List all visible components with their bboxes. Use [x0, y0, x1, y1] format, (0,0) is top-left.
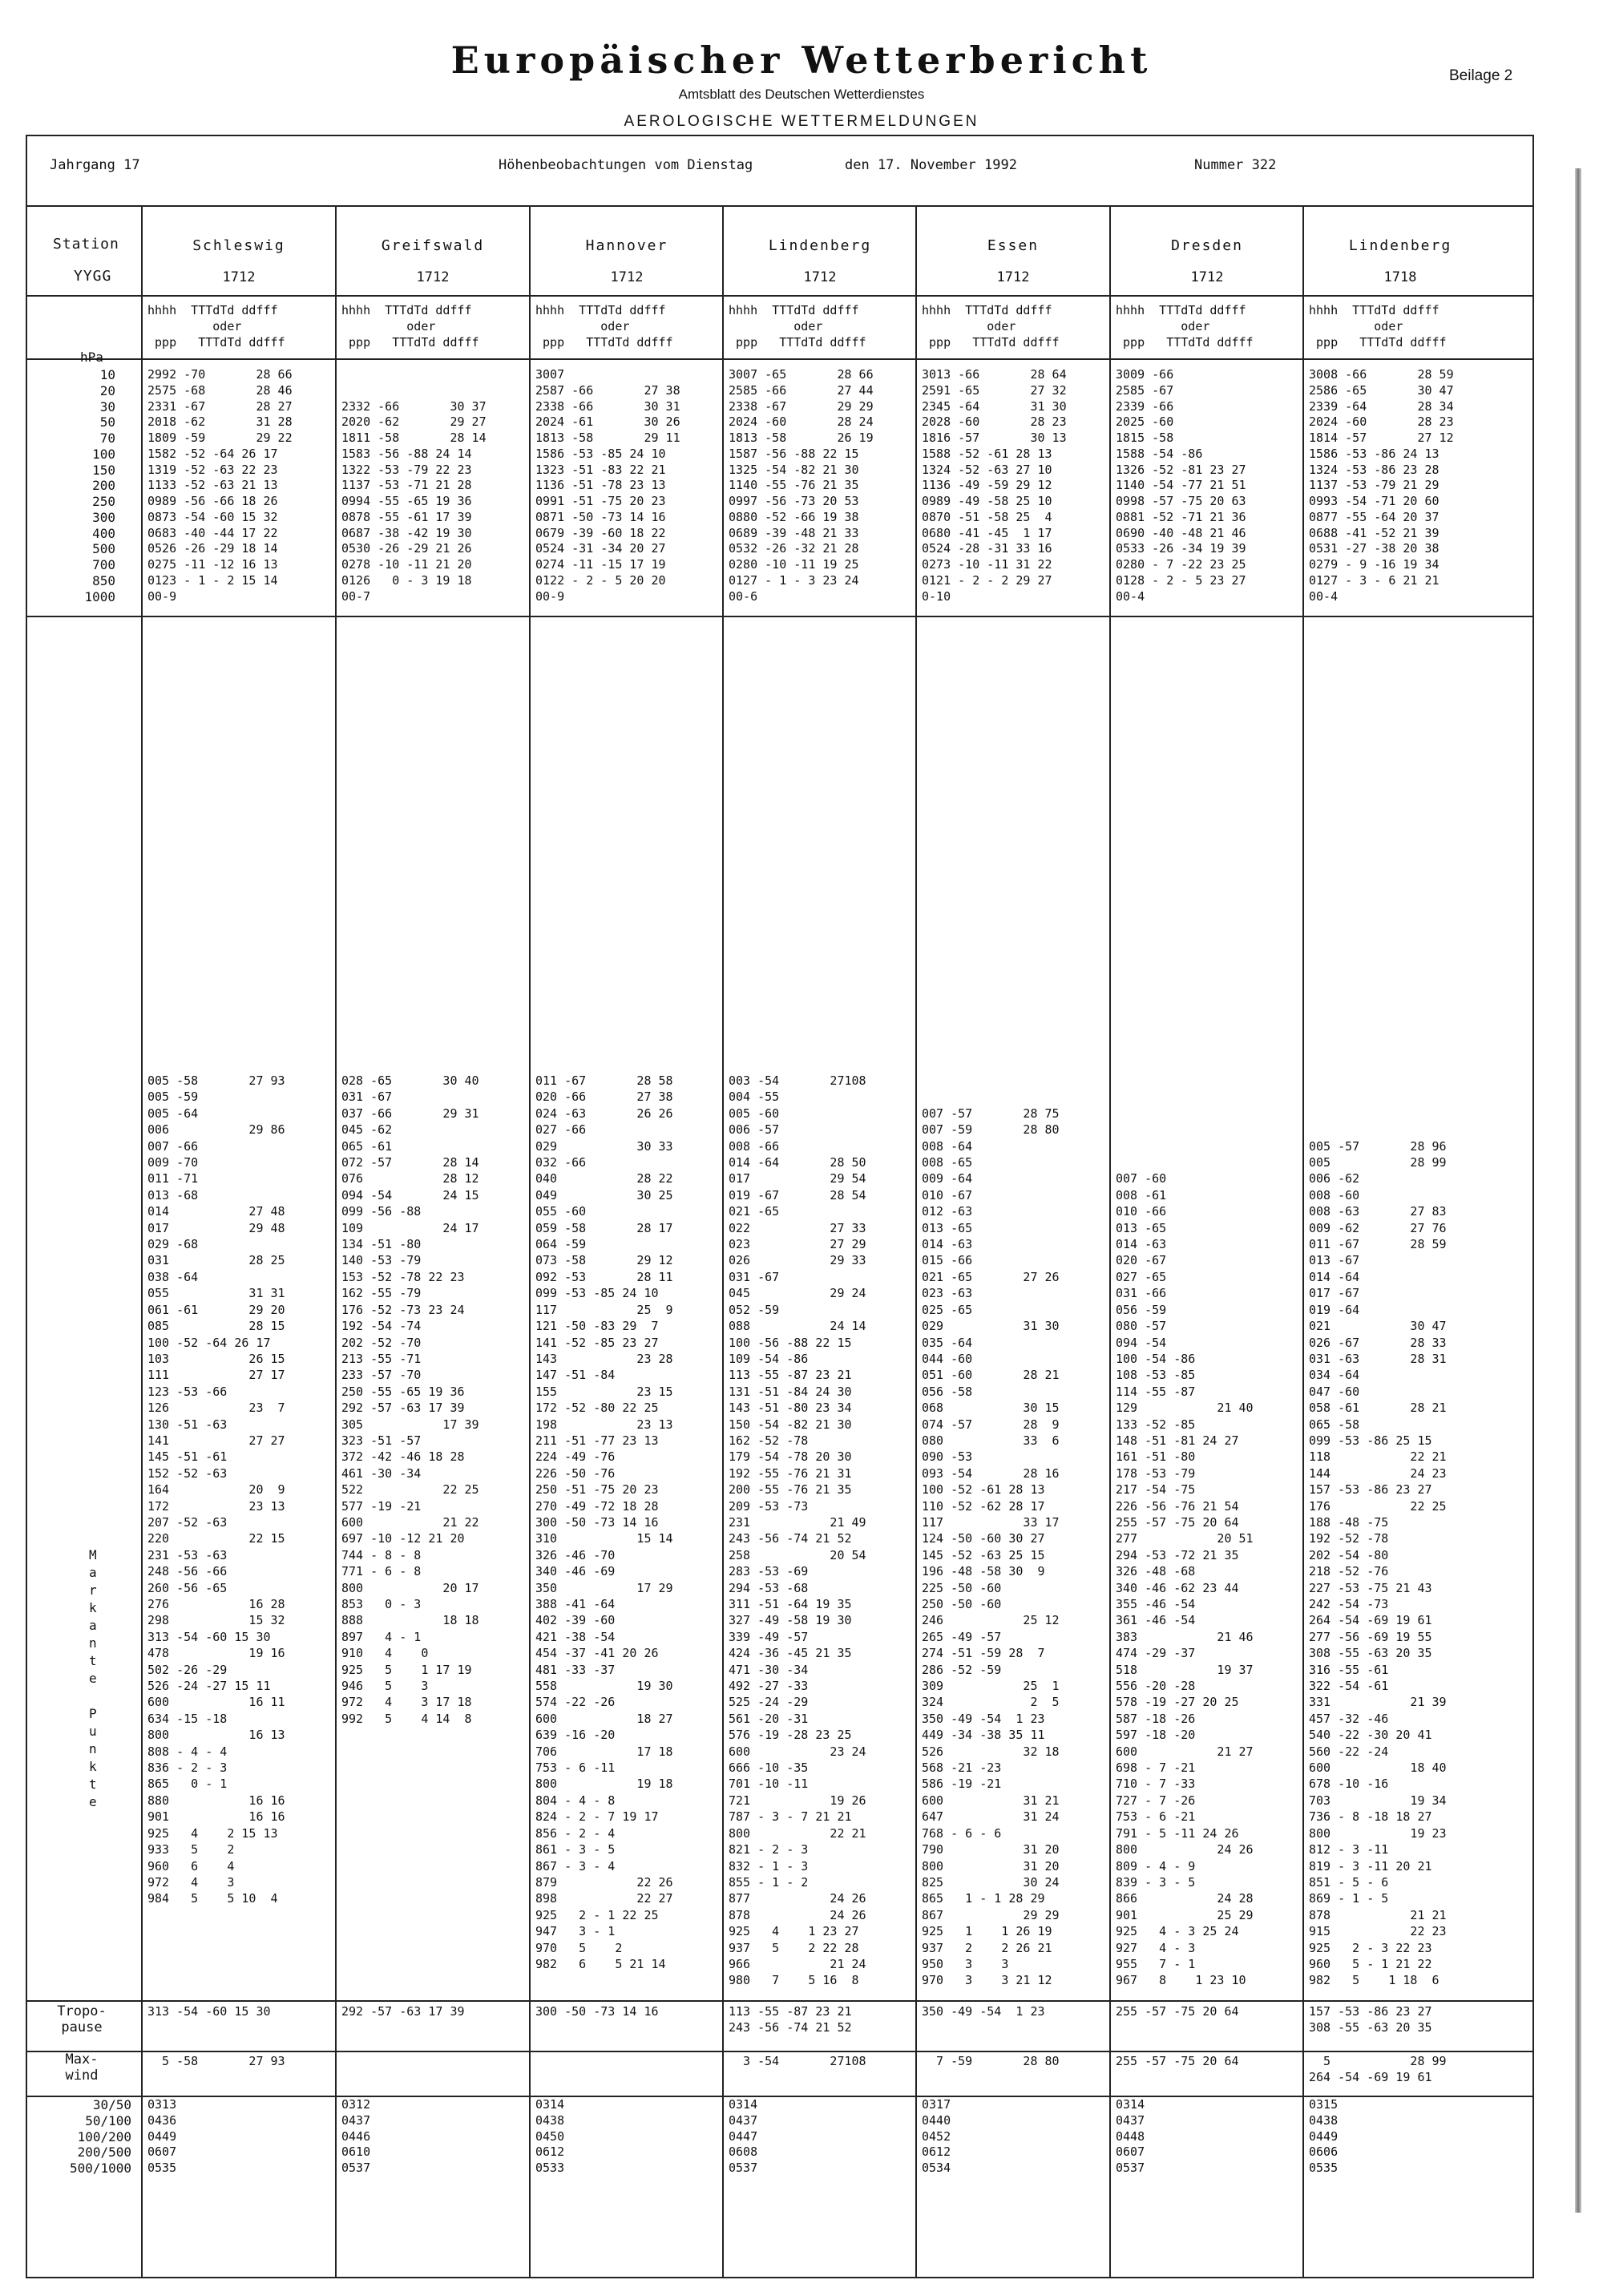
vertical-letter: u [89, 1724, 97, 1739]
station-yygg: 1712 [803, 269, 837, 285]
vertical-letter: e [89, 1794, 97, 1809]
col-rule-5 [915, 205, 917, 2278]
vertical-letter: n [89, 1635, 97, 1651]
shear-data: 0314 0438 0450 0612 0533 [535, 2097, 565, 2175]
tropopause-data: 255 -57 -75 20 64 [1116, 2004, 1239, 2019]
vertical-letter: a [89, 1565, 97, 1580]
vertical-letter: r [89, 1583, 97, 1598]
station-yygg: 1712 [222, 269, 256, 285]
significant-levels: 011 -67 28 58 020 -66 27 38 024 -63 26 26 027 -66 029 30 33 032 -66 040 28 22 049 30 25 055 -60 059 -58 28 17 064 -59 073 -58 29 12 092 -53 28 11 099 -53 -85 24 10 117 25 9 121 -50 -83 29 7 141 -52 -85 23 27 143 23 28 147 -51 -84 155 23 15 172 -52 -80 22 25 198 23 13 211 -51 -77 23 13 224 -49 -76 226 -50 -76 250 -51 -75 20 23 270 -49 -72 18 28 300 -50 -73 14 16 310 15 14 326 -46 -70 340 -46 -69 350 17 29 388 -41 -64 402 -39 -60 421 -38 -54 454 -37 -41 20 26 481 -33 -37 558 19 30 574 -22 -26 600 18 27 639 -16 -20 706 17 18 753 - 6 -11 800 19 18 804 - 4 - 8 824 - 2 - 7 19 17 856 - 2 - 4 861 - 3 - 5 867 - 3 - 4 879 22 26 898 22 27 925 2 - 1 22 25 947 3 - 1 970 5 2 982 6 5 21 14 [535, 1073, 673, 1971]
vertical-letter: k [89, 1600, 97, 1615]
tropopause-data: 350 -49 -54 1 23 [922, 2004, 1045, 2019]
station-name: Hannover [585, 237, 668, 254]
shear-data: 0312 0437 0446 0610 0537 [341, 2097, 371, 2175]
shear-data: 0315 0438 0449 0606 0535 [1309, 2097, 1339, 2175]
vertical-letter: n [89, 1741, 97, 1756]
column-header: hhhh TTTdTd ddfff oder ppp TTTdTd ddfff [1116, 303, 1254, 350]
rule-colhead [26, 358, 1534, 360]
significant-levels: 007 -57 28 75 007 -59 28 80 008 -64 008 -65 009 -64 010 -67 012 -63 013 -65 014 -63 015 -66 021 -65 27 26 023 -63 025 -65 029 31 30 035 -64 044 -60 051 -60 28 21 056 -58 068 30 15 074 -57 28 9 080 33 6 090 -53 093 -54 28 16 100 -52 -61 28 13 110 -52 -62 28 17 117 33 17 124 -50 -60 30 27 145 -52 -63 25 15 196 -48 -58 30 9 225 -50 -60 250 -50 -60 246 25 12 265 -49 -57 274 -51 -59 28 7 286 -52 -59 309 25 1 324 2 5 350 -49 -54 1 23 449 -34 -38 35 11 526 32 18 568 -21 -23 586 -19 -21 600 31 21 647 31 24 768 - 6 - 6 790 31 20 800 31 20 825 30 24 865 1 - 1 28 29 867 29 29 925 1 1 26 19 937 2 2 26 21 950 3 3 970 3 3 21 12 [922, 1106, 1060, 1988]
col-rule-4 [722, 205, 724, 2278]
station-yygg: 1712 [996, 269, 1030, 285]
rule-sig [26, 2000, 1534, 2002]
shear-levels: 30/50 50/100 100/200 200/500 500/1000 [69, 2097, 131, 2176]
beilage-label: Beilage 2 [1449, 67, 1513, 84]
station-yygg: 1712 [416, 269, 450, 285]
col-rule-3 [529, 205, 531, 2278]
station-label: Station [53, 236, 119, 253]
maxwind-data: 7 -59 28 80 [922, 2054, 1060, 2068]
report-date: den 17. November 1992 [845, 157, 1017, 173]
shear-data: 0313 0436 0449 0607 0535 [147, 2097, 177, 2175]
station-name: Greifswald [381, 237, 485, 254]
vertical-letter: a [89, 1618, 97, 1633]
vertical-letter: t [89, 1777, 97, 1792]
observation-label: Höhenbeobachtungen vom Dienstag [499, 157, 753, 173]
column-header: hhhh TTTdTd ddfff oder ppp TTTdTd ddfff [341, 303, 479, 350]
shear-data: 0314 0437 0448 0607 0537 [1116, 2097, 1145, 2175]
scan-edge [1575, 168, 1581, 2213]
standard-levels: 3009 -66 2585 -67 2339 -66 2025 -60 1815 -58 1588 -54 -86 1326 -52 -81 23 27 1140 -54 -77 21 51 0998 -57 -75 20 63 0881 -52 -71 21 36 0690 -40 -48 21 46 0533 -26 -34 19 39 0280 - 7 -22 23 25 0128 - 2 - 5 23 27 00-4 [1116, 367, 1246, 604]
station-yygg: 1718 [1383, 269, 1417, 285]
shear-data: 0314 0437 0447 0608 0537 [729, 2097, 758, 2175]
col-rule-2 [335, 205, 337, 2278]
column-header: hhhh TTTdTd ddfff oder ppp TTTdTd ddfff [147, 303, 285, 350]
rule-std [26, 616, 1534, 617]
tropopause-data: 300 -50 -73 14 16 [535, 2004, 659, 2019]
report-subtitle: Amtsblatt des Deutschen Wetterdienstes [678, 87, 925, 102]
tropopause-data: 113 -55 -87 23 21 243 -56 -74 21 52 [729, 2004, 852, 2035]
pressure-levels: 10 20 30 50 70 100 150 200 250 300 400 500 700 850 1000 [84, 367, 115, 604]
tropopause-label: Tropo- pause [57, 2003, 107, 2035]
tropopause-data: 157 -53 -86 23 27 308 -55 -63 20 35 [1309, 2004, 1432, 2035]
significant-levels: 028 -65 30 40 031 -67 037 -66 29 31 045 -62 065 -61 072 -57 28 14 076 28 12 094 -54 24 15 099 -56 -88 109 24 17 134 -51 -80 140 -53 -79 153 -52 -78 22 23 162 -55 -79 176 -52 -73 23 24 192 -54 -74 202 -52 -70 213 -55 -71 233 -57 -70 250 -55 -65 19 36 292 -57 -63 17 39 305 17 39 323 -51 -57 372 -42 -46 18 28 461 -30 -34 522 22 25 577 -19 -21 600 21 22 697 -10 -12 21 20 744 - 8 - 8 771 - 6 - 8 800 20 17 853 0 - 3 888 18 18 897 4 - 1 910 4 0 925 5 1 17 19 946 5 3 972 4 3 17 18 992 5 4 14 8 [341, 1073, 479, 1726]
rule-maxwind [26, 2096, 1534, 2097]
station-name: Schleswig [192, 237, 285, 254]
maxwind-data: 255 -57 -75 20 64 [1116, 2054, 1239, 2068]
report-title: Europäischer Wetterbericht [450, 38, 1153, 82]
report-number: Nummer 322 [1194, 157, 1277, 173]
hpa-label: hPa [80, 350, 103, 365]
shear-data: 0317 0440 0452 0612 0534 [922, 2097, 951, 2175]
station-name: Essen [987, 237, 1040, 254]
section-title: AEROLOGISCHE WETTERMELDUNGEN [624, 113, 979, 130]
maxwind-data: 3 -54 27108 [729, 2054, 866, 2068]
standard-levels: 2992 -70 28 66 2575 -68 28 46 2331 -67 28 27 2018 -62 31 28 1809 -59 29 22 1582 -52 -64 26 17 1319 -52 -63 22 23 1133 -52 -63 21 13 0989 -56 -66 18 26 0873 -54 -60 15 32 0683 -40 -44 17 22 0526 -26 -29 18 14 0275 -11 -12 16 13 0123 - 1 - 2 15 14 00-9 [147, 367, 293, 604]
jahrgang: Jahrgang 17 [50, 157, 140, 173]
rule-header [26, 205, 1534, 207]
column-header: hhhh TTTdTd ddfff oder ppp TTTdTd ddfff [922, 303, 1060, 350]
station-name: Lindenberg [768, 237, 872, 254]
maxwind-data: 5 -58 27 93 [147, 2054, 285, 2068]
rule-tropo [26, 2051, 1534, 2052]
standard-levels: 3007 2587 -66 27 38 2338 -66 30 31 2024 -61 30 26 1813 -58 29 11 1586 -53 -85 24 10 1323 -51 -83 22 21 1136 -51 -78 23 13 0991 -51 -75 20 23 0871 -50 -73 14 16 0679 -39 -60 18 22 0524 -31 -34 20 27 0274 -11 -15 17 19 0122 - 2 - 5 20 20 00-9 [535, 367, 680, 604]
tropopause-data: 292 -57 -63 17 39 [341, 2004, 465, 2019]
vertical-letter: t [89, 1653, 97, 1668]
vertical-letter: k [89, 1759, 97, 1774]
vertical-letter: e [89, 1671, 97, 1686]
column-header: hhhh TTTdTd ddfff oder ppp TTTdTd ddfff [729, 303, 866, 350]
vertical-letter: P [89, 1706, 97, 1721]
rule-station [26, 295, 1534, 297]
station-name: Lindenberg [1348, 237, 1452, 254]
tropopause-data: 313 -54 -60 15 30 [147, 2004, 271, 2019]
col-rule-1 [141, 205, 143, 2278]
significant-levels: 005 -58 27 93 005 -59 005 -64 006 29 86 007 -66 009 -70 011 -71 013 -68 014 27 48 017 29 48 029 -68 031 28 25 038 -64 055 31 31 061 -61 29 20 085 28 15 100 -52 -64 26 17 103 26 15 111 27 17 123 -53 -66 126 23 7 130 -51 -63 141 27 27 145 -51 -61 152 -52 -63 164 20 9 172 23 13 207 -52 -63 220 22 15 231 -53 -63 248 -56 -66 260 -56 -65 276 16 28 298 15 32 313 -54 -60 15 30 478 19 16 502 -26 -29 526 -24 -27 15 11 600 16 11 634 -15 -18 800 16 13 808 - 4 - 4 836 - 2 - 3 865 0 - 1 880 16 16 901 16 16 925 4 2 15 13 933 5 2 960 6 4 972 4 3 984 5 5 10 4 [147, 1073, 285, 1906]
yygg-label: YYGG [74, 268, 112, 285]
standard-levels: 3008 -66 28 59 2586 -65 30 47 2339 -64 28 34 2024 -60 28 23 1814 -57 27 12 1586 -53 -86 24 13 1324 -53 -86 23 28 1137 -53 -79 21 29 0993 -54 -71 20 60 0877 -55 -64 20 37 0688 -41 -52 21 39 0531 -27 -38 20 38 0279 - 9 -16 19 34 0127 - 3 - 6 21 21 00-4 [1309, 367, 1454, 604]
maxwind-label: Max- wind [65, 2051, 99, 2084]
vertical-letter: M [89, 1547, 97, 1562]
col-rule-6 [1109, 205, 1111, 2278]
standard-levels: 3013 -66 28 64 2591 -65 27 32 2345 -64 31 30 2028 -60 28 23 1816 -57 30 13 1588 -52 -61 28 13 1324 -52 -63 27 10 1136 -49 -59 29 12 0989 -49 -58 25 10 0870 -51 -58 25 4 0680 -41 -45 1 17 0524 -28 -31 33 16 0273 -10 -11 31 22 0121 - 2 - 2 29 27 0-10 [922, 367, 1067, 604]
station-yygg: 1712 [1190, 269, 1224, 285]
standard-levels: 2332 -66 30 37 2020 -62 29 27 1811 -58 28 14 1583 -56 -88 24 14 1322 -53 -79 22 23 1137 -53 -71 21 28 0994 -55 -65 19 36 0878 -55 -61 17 39 0687 -38 -42 19 30 0530 -26 -29 21 26 0278 -10 -11 21 20 0126 0 - 3 19 18 00-7 [341, 398, 487, 604]
significant-levels: 005 -57 28 96 005 28 99 006 -62 008 -60 008 -63 27 83 009 -62 27 76 011 -67 28 59 013 -67 014 -64 017 -67 019 -64 021 30 47 026 -67 28 33 031 -63 28 31 034 -64 047 -60 058 -61 28 21 065 -58 099 -53 -86 25 15 118 22 21 144 24 23 157 -53 -86 23 27 176 22 25 188 -48 -75 192 -52 -78 202 -54 -80 218 -52 -76 227 -53 -75 21 43 242 -54 -73 264 -54 -69 19 61 277 -56 -69 19 55 308 -55 -63 20 35 316 -55 -61 322 -54 -61 331 21 39 457 -32 -46 540 -22 -30 20 41 560 -22 -24 600 18 40 678 -10 -16 703 19 34 736 - 8 -18 18 27 800 19 23 812 - 3 -11 819 - 3 -11 20 21 851 - 5 - 6 869 - 1 - 5 878 21 21 915 22 23 925 2 - 3 22 23 960 5 - 1 21 22 982 5 1 18 6 [1309, 1138, 1447, 1988]
standard-levels: 3007 -65 28 66 2585 -66 27 44 2338 -67 29 29 2024 -60 28 24 1813 -58 26 19 1587 -56 -88 22 15 1325 -54 -82 21 30 1140 -55 -76 21 35 0997 -56 -73 20 53 0880 -52 -66 19 38 0689 -39 -48 21 33 0532 -26 -32 21 28 0280 -10 -11 19 25 0127 - 1 - 3 23 24 00-6 [729, 367, 874, 604]
station-yygg: 1712 [610, 269, 644, 285]
significant-levels: 003 -54 27108 004 -55 005 -60 006 -57 008 -66 014 -64 28 50 017 29 54 019 -67 28 54 021 -65 022 27 33 023 27 29 026 29 33 031 -67 045 29 24 052 -59 088 24 14 100 -56 -88 22 15 109 -54 -86 113 -55 -87 23 21 131 -51 -84 24 30 143 -51 -80 23 34 150 -54 -82 21 30 162 -52 -78 179 -54 -78 20 30 192 -55 -76 21 31 200 -55 -76 21 35 209 -53 -73 231 21 49 243 -56 -74 21 52 258 20 54 283 -53 -69 294 -53 -68 311 -51 -64 19 35 327 -49 -58 19 30 339 -49 -57 424 -36 -45 21 35 471 -30 -34 492 -27 -33 525 -24 -29 561 -20 -31 576 -19 -28 23 25 600 23 24 666 -10 -35 701 -10 -11 721 19 26 787 - 3 - 7 21 21 800 22 21 821 - 2 - 3 832 - 1 - 3 855 - 1 - 2 877 24 26 878 24 26 925 4 1 23 27 937 5 2 22 28 966 21 24 980 7 5 16 8 [729, 1073, 866, 1988]
col-rule-7 [1302, 205, 1304, 2278]
column-header: hhhh TTTdTd ddfff oder ppp TTTdTd ddfff [1309, 303, 1447, 350]
maxwind-data: 5 28 99 264 -54 -69 19 61 [1309, 2054, 1447, 2084]
station-name: Dresden [1171, 237, 1243, 254]
column-header: hhhh TTTdTd ddfff oder ppp TTTdTd ddfff [535, 303, 673, 350]
significant-levels: 007 -60 008 -61 010 -66 013 -65 014 -63 020 -67 027 -65 031 -66 056 -59 080 -57 094 -54 100 -54 -86 108 -53 -85 114 -55 -87 129 21 40 133 -52 -85 148 -51 -81 24 27 161 -51 -80 178 -53 -79 217 -54 -75 226 -56 -76 21 54 255 -57 -75 20 64 277 20 51 294 -53 -72 21 35 326 -48 -68 340 -46 -62 23 44 355 -46 -54 361 -46 -54 383 21 46 474 -29 -37 518 19 37 556 -20 -28 578 -19 -27 20 25 587 -18 -26 597 -18 -20 600 21 27 698 - 7 -21 710 - 7 -33 727 - 7 -26 753 - 6 -21 791 - 5 -11 24 26 800 24 26 809 - 4 - 9 839 - 3 - 5 866 24 28 901 25 29 925 4 - 3 25 24 927 4 - 3 955 7 - 1 967 8 1 23 10 [1116, 1171, 1254, 1988]
